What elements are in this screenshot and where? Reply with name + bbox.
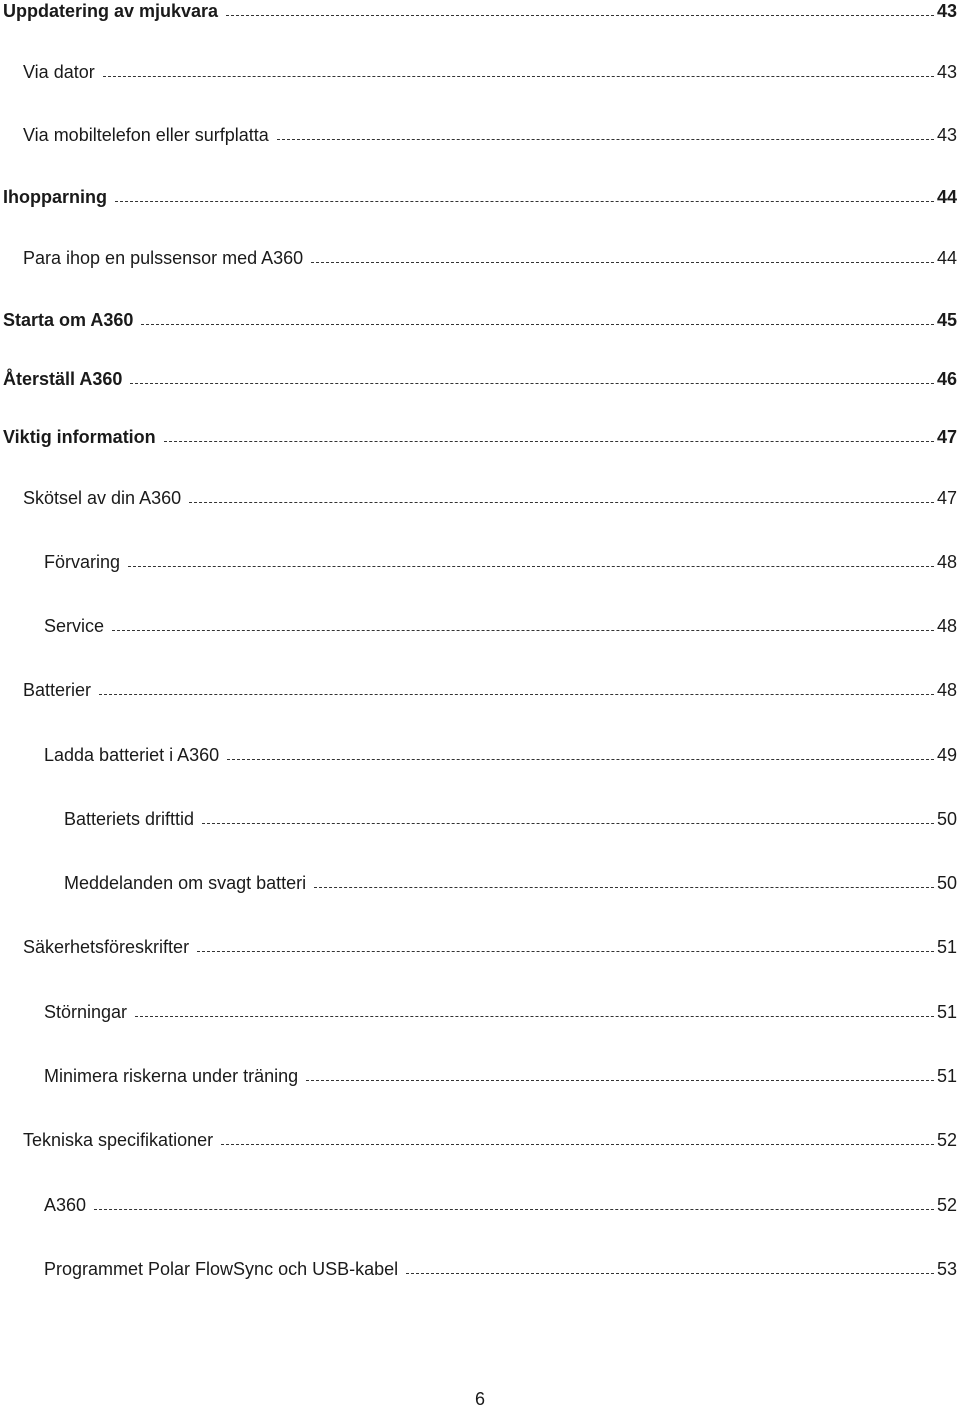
toc-entry-page: 43 <box>936 62 957 82</box>
toc-entry[interactable] <box>0 61 957 87</box>
toc-entry[interactable] <box>0 426 957 452</box>
toc-entry[interactable] <box>0 1258 957 1284</box>
toc-entry[interactable] <box>0 808 957 834</box>
toc-dot-leader <box>221 1133 934 1145</box>
toc-dot-leader <box>306 1069 934 1081</box>
toc-entry-title: Skötsel av din A360 <box>23 488 182 508</box>
toc-entry[interactable] <box>0 615 957 641</box>
toc-entry-title: Tekniska specifikationer <box>23 1130 214 1150</box>
toc-dot-leader <box>141 313 934 325</box>
toc-entry-page: 45 <box>936 310 957 330</box>
toc-entry-title: Viktig information <box>3 427 156 447</box>
toc-entry[interactable] <box>0 487 957 513</box>
toc-dot-leader <box>406 1262 934 1274</box>
toc-entry-page: 50 <box>936 873 957 893</box>
toc-entry-title: Via dator <box>23 62 95 82</box>
toc-dot-leader <box>112 619 934 631</box>
toc-entry-page: 47 <box>936 488 957 508</box>
toc-entry-title: Meddelanden om svagt batteri <box>64 873 307 893</box>
toc-dot-leader <box>227 748 934 760</box>
toc-entry-page: 44 <box>936 248 957 268</box>
toc-entry[interactable] <box>0 0 957 26</box>
toc-dot-leader <box>103 65 934 77</box>
toc-entry-title: Batterier <box>23 680 92 700</box>
toc-dot-leader <box>314 876 934 888</box>
toc-entry-title: Uppdatering av mjukvara <box>3 1 219 21</box>
toc-entry-title: Förvaring <box>44 552 121 572</box>
toc-entry-title: Service <box>44 616 105 636</box>
toc-entry[interactable] <box>0 124 957 150</box>
toc-entry-page: 43 <box>936 1 957 21</box>
toc-entry-page: 48 <box>936 552 957 572</box>
toc-dot-leader <box>277 128 934 140</box>
toc-entry[interactable] <box>0 679 957 705</box>
toc-entry-title: Programmet Polar FlowSync och USB-kabel <box>44 1259 399 1279</box>
toc-entry[interactable] <box>0 247 957 273</box>
toc-dot-leader <box>189 491 934 503</box>
toc-dot-leader <box>130 372 934 384</box>
toc-entry-page: 52 <box>936 1195 957 1215</box>
toc-entry-title: A360 <box>44 1195 87 1215</box>
toc-entry[interactable] <box>0 309 957 335</box>
toc-entry-title: Återställ A360 <box>3 369 123 389</box>
toc-entry[interactable] <box>0 368 957 394</box>
toc-entry-title: Störningar <box>44 1002 128 1022</box>
toc-entry-title: Para ihop en pulssensor med A360 <box>23 248 304 268</box>
toc-entry-page: 52 <box>936 1130 957 1150</box>
toc-dot-leader <box>202 812 934 824</box>
toc-entry-title: Minimera riskerna under träning <box>44 1066 299 1086</box>
toc-entry-page: 51 <box>936 1066 957 1086</box>
toc-entry[interactable] <box>0 744 957 770</box>
toc-entry-title: Säkerhetsföreskrifter <box>23 937 190 957</box>
toc-entry-title: Ihopparning <box>3 187 107 207</box>
toc-entry[interactable] <box>0 1001 957 1027</box>
toc-dot-leader <box>115 190 934 202</box>
toc-entry-page: 43 <box>936 125 957 145</box>
toc-dot-leader <box>94 1198 934 1210</box>
toc-entry-page: 44 <box>936 187 957 207</box>
toc-entry[interactable] <box>0 872 957 898</box>
toc-entry-page: 50 <box>936 809 957 829</box>
toc-entry-page: 53 <box>936 1259 957 1279</box>
toc-entry-page: 51 <box>936 937 957 957</box>
toc-dot-leader <box>99 683 934 695</box>
toc-entry-page: 51 <box>936 1002 957 1022</box>
toc-entry[interactable] <box>0 1065 957 1091</box>
page-number: 6 <box>474 1389 485 1409</box>
toc-entry[interactable] <box>0 1129 957 1155</box>
toc-entry[interactable] <box>0 551 957 577</box>
toc-dot-leader <box>226 4 934 16</box>
toc-dot-leader <box>135 1005 934 1017</box>
toc-dot-leader <box>128 555 934 567</box>
toc-entry-page: 49 <box>936 745 957 765</box>
toc-entry-title: Ladda batteriet i A360 <box>44 745 220 765</box>
toc-entry-page: 46 <box>936 369 957 389</box>
toc-entry-page: 48 <box>936 680 957 700</box>
toc-entry-page: 48 <box>936 616 957 636</box>
toc-entry[interactable] <box>0 186 957 212</box>
toc-entry-title: Batteriets drifttid <box>64 809 195 829</box>
toc-dot-leader <box>164 430 934 442</box>
toc-entry-title: Starta om A360 <box>3 310 134 330</box>
toc-entry[interactable] <box>0 936 957 962</box>
toc-entry[interactable] <box>0 1194 957 1220</box>
toc-dot-leader <box>197 940 934 952</box>
toc-dot-leader <box>311 251 934 263</box>
toc-entry-page: 47 <box>936 427 957 447</box>
toc-entry-title: Via mobiltelefon eller surfplatta <box>23 125 269 145</box>
